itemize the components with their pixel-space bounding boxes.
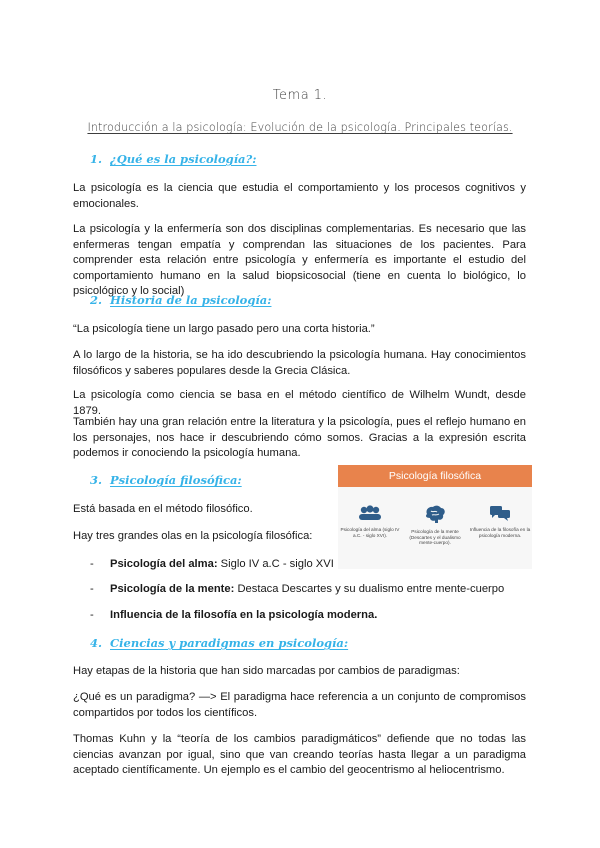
list-item <box>90 582 504 597</box>
list-item-text: Destaca Descartes y su dualismo entre mente-cuerpo <box>234 583 505 595</box>
paragraph: También hay una gran relación entre la literatura y la psicología, pues el reflejo humano en los personajes, nos hace ir descubriendo cómo somos. Gracias a la expresión escrita podemos ir conociendo la psicología humana. <box>73 416 526 459</box>
list-item <box>90 608 377 623</box>
section-title: ¿Qué es la psicología?: <box>110 152 257 166</box>
section-heading-4 <box>90 636 348 650</box>
section-title: Psicología filosófica: <box>110 473 242 487</box>
paragraph: La psicología es la ciencia que estudia el comportamiento y los procesos cognitivos y emocionales. <box>73 182 526 210</box>
paragraph: La psicología y la enfermería son dos disciplinas complementarias. Es necesario que las enfermeras tengan empatía y comprendan las situaciones de los pacientes. Para comprender esta relación entre psicología y enfermería es importante el estudio del comportamiento humano en la salud biopsicosocial (tiene en cuenta lo biológico, lo psicológico y lo social) <box>73 223 526 297</box>
section-title: Historia de la psicología: <box>110 293 272 307</box>
paragraph: ¿Qué es un paradigma? —> El paradigma hace referencia a un conjunto de compromisos compartidos por todos los científicos. <box>73 691 526 719</box>
paragraph: Está basada en el método filosófico. <box>73 503 253 515</box>
figure-caption: Psicología de la mente (Descartes y el dualismo mente-cuerpo). <box>409 529 461 546</box>
document-subtitle: Introducción a la psicología: Evolución de la psicología. Principales teorías. <box>87 121 513 134</box>
document-title: Tema 1. <box>272 88 328 103</box>
list-item-term: Influencia de la filosofía en la psicología moderna. <box>110 609 378 621</box>
paragraph: A lo largo de la historia, se ha ido descubriendo la psicología humana. Hay conocimientos filosóficos y saberes populares desde la Grecia Clásica. <box>73 349 526 377</box>
paragraph: Hay tres grandes olas en la psicología filosófica: <box>73 530 313 542</box>
paragraph: La psicología como ciencia se basa en el método científico de Wilhelm Wundt, desde 1879. <box>73 389 526 417</box>
list-item-term: Psicología de la mente: <box>110 583 235 595</box>
philosophical-psychology-figure <box>338 465 532 569</box>
list-item-term: Psicología del alma: <box>110 558 218 570</box>
figure-caption: Influencia de la filosofía en la psicología moderna. <box>469 527 531 538</box>
list-item <box>90 557 334 572</box>
section-heading-3 <box>90 473 242 487</box>
chat-bubbles-icon <box>488 505 512 521</box>
section-number: 1. <box>90 152 103 166</box>
section-number: 4. <box>90 636 103 650</box>
section-title: Ciencias y paradigmas en psicología: <box>110 636 349 650</box>
list-dash: - <box>90 609 94 621</box>
paragraph: Hay etapas de la historia que han sido marcadas por cambios de paradigmas: <box>73 665 460 677</box>
list-dash: - <box>90 583 94 595</box>
section-heading-2 <box>90 293 271 307</box>
quote-paragraph: “La psicología tiene un largo pasado pero una corta historia.” <box>73 323 375 335</box>
section-heading-1 <box>90 152 257 166</box>
figure-header: Psicología filosófica <box>338 465 532 487</box>
list-item-text: Siglo IV a.C - siglo XVI <box>217 558 334 570</box>
figure-item <box>338 505 402 538</box>
paragraph: Thomas Kuhn y la “teoría de los cambios paradigmáticos” defiende que no todas las ciencias avanzan por igual, sino que van creando teorías hasta llegar a un paradigma aceptado científicamente. Un ejemplo es el cambio del geocentrismo al heliocentrismo. <box>73 733 526 776</box>
people-icon <box>357 505 383 521</box>
section-number: 3. <box>90 473 103 487</box>
brain-icon <box>423 505 447 523</box>
figure-item <box>468 505 532 538</box>
figure-item <box>403 505 467 546</box>
section-number: 2. <box>90 293 103 307</box>
figure-caption: Psicología del alma (siglo IV a.C. - siglo XVI). <box>340 527 400 538</box>
list-dash: - <box>90 558 94 570</box>
